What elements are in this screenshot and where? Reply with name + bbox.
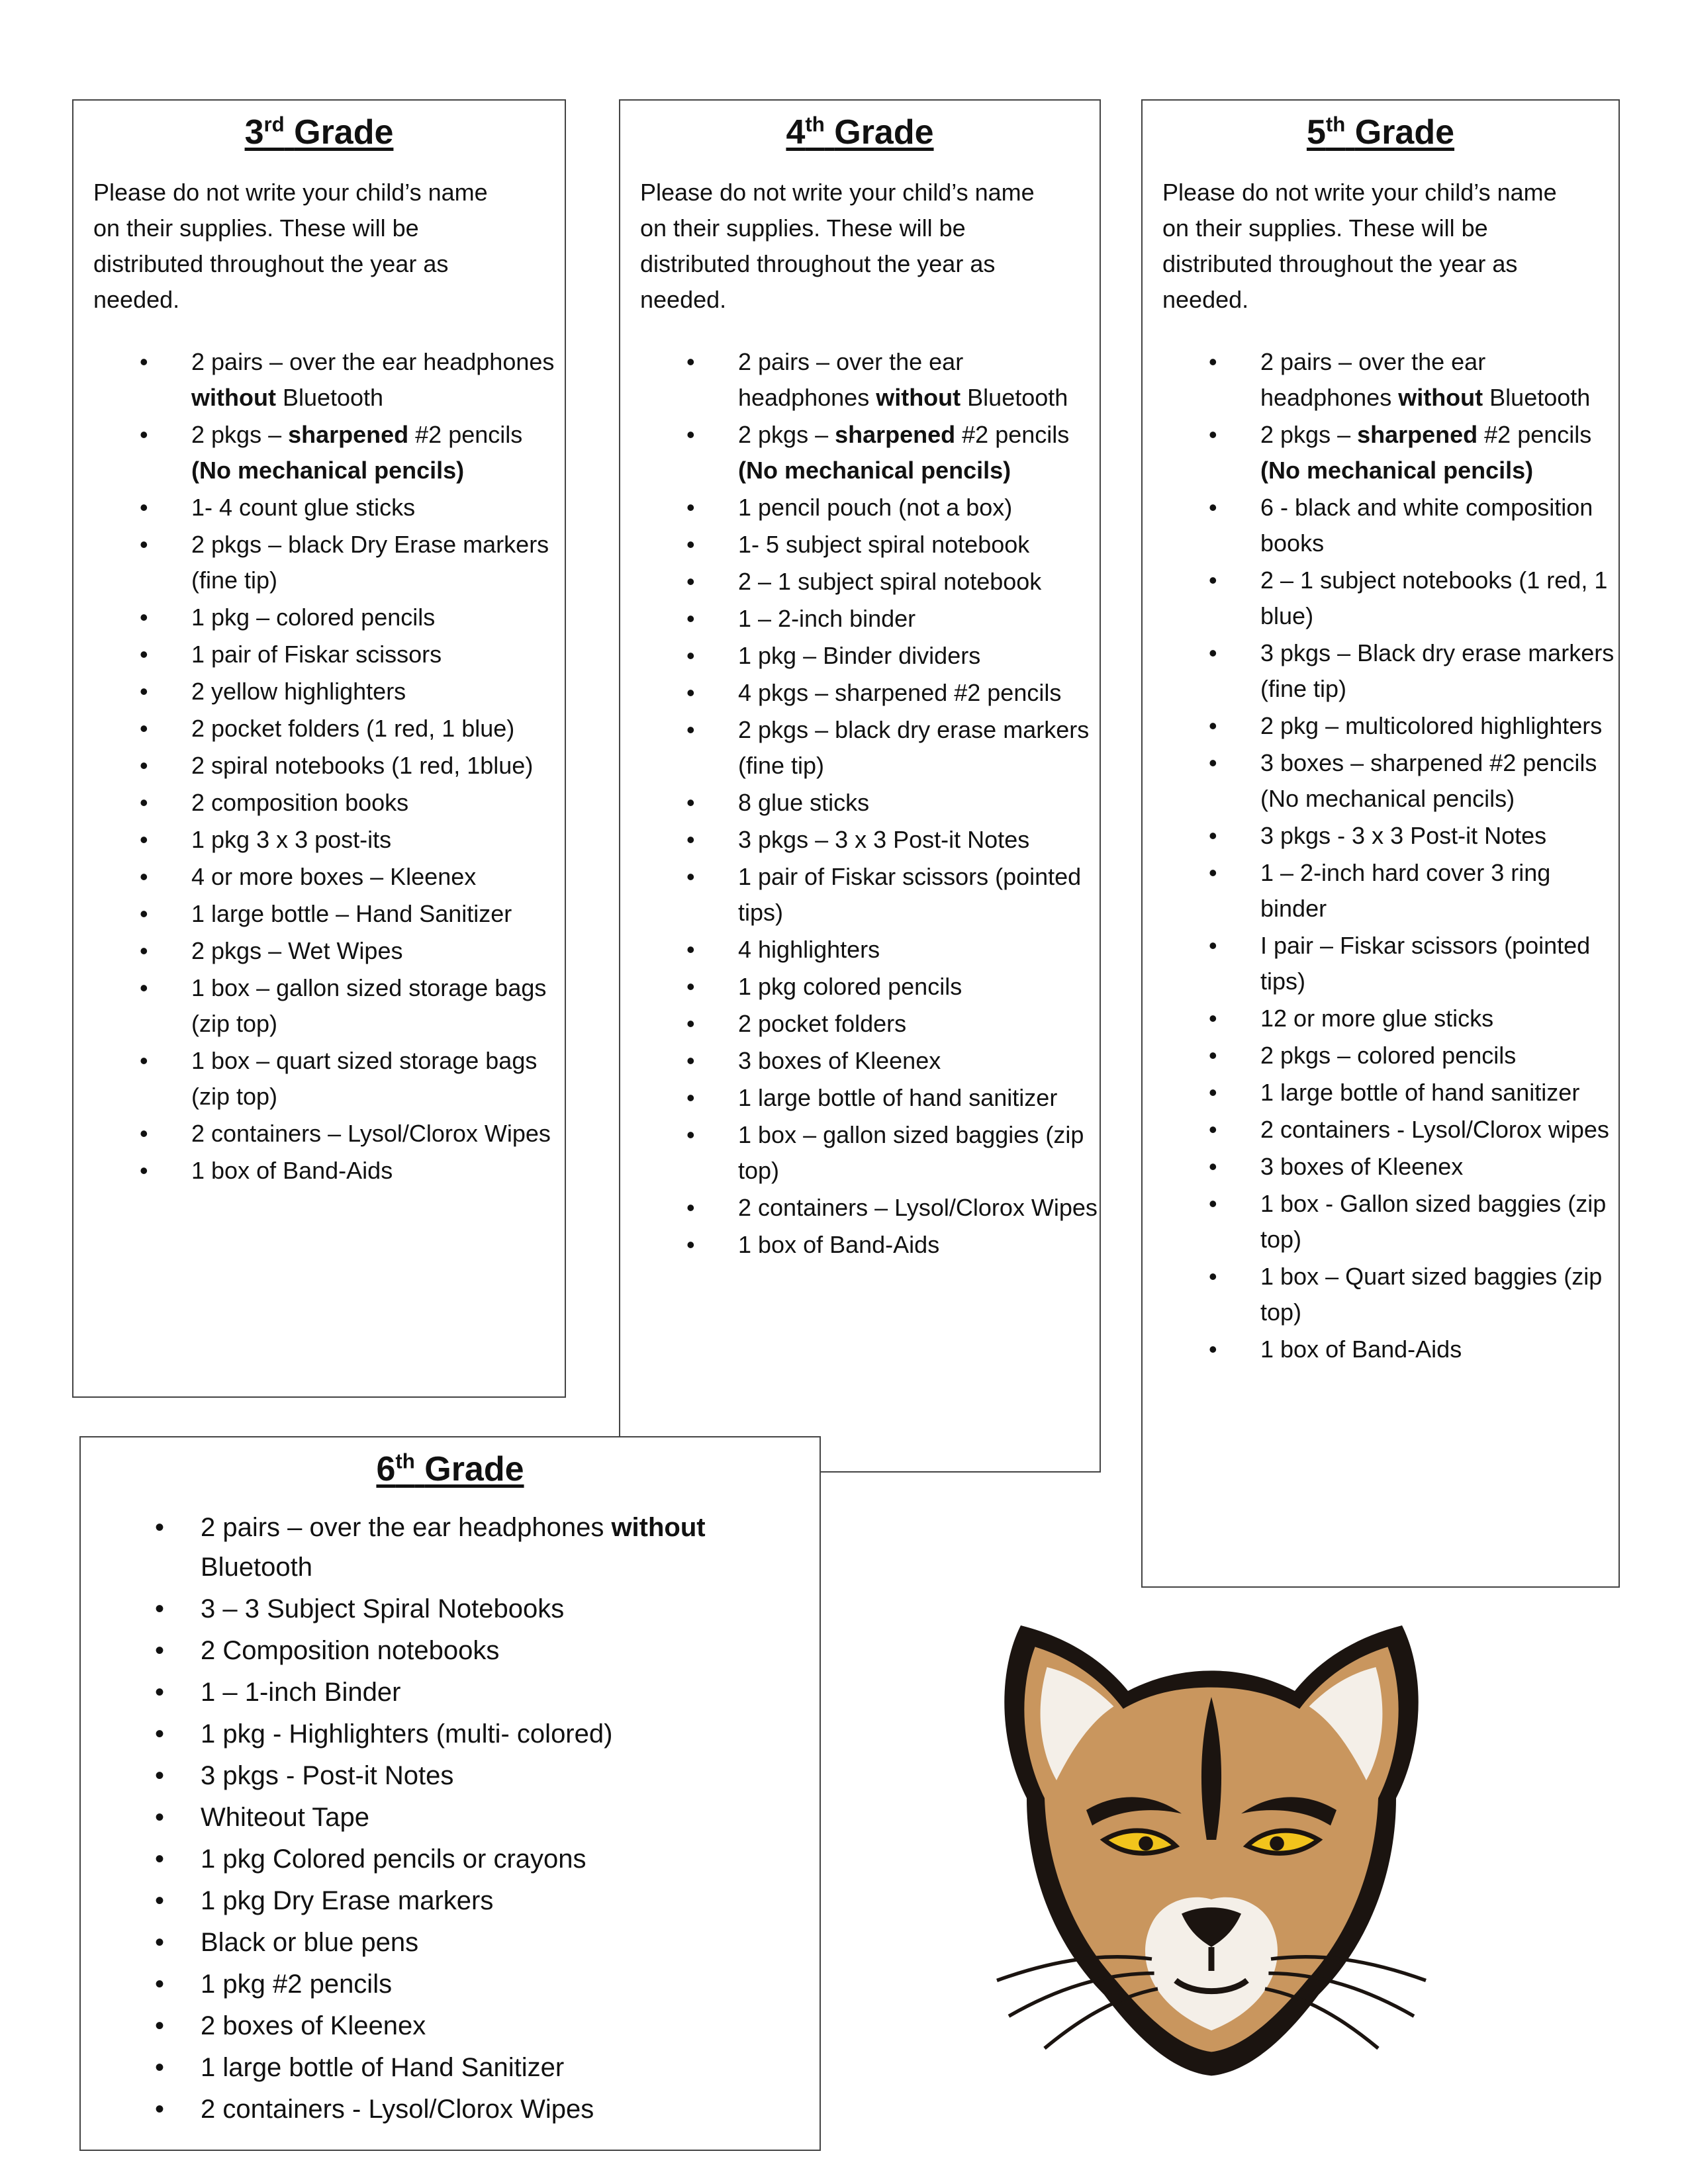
supply-item: • 2 containers – Lysol/Clorox Wipes <box>620 1190 1100 1226</box>
supply-item: • I pair – Fiskar scissors (pointed tips) <box>1143 928 1618 999</box>
supply-item: • 2 pkgs – sharpened #2 pencils (No mechanical pencils) <box>620 417 1100 488</box>
supply-item: • 1 large bottle of hand sanitizer <box>620 1080 1100 1116</box>
supply-item: • 4 pkgs – sharpened #2 pencils <box>620 675 1100 711</box>
grade-6-supply-list <box>81 1508 820 2129</box>
supply-item: • 1 box – gallon sized storage bags (zip top) <box>73 970 565 1042</box>
supply-item: • 1 pair of Fiskar scissors (pointed tips) <box>620 859 1100 931</box>
supply-item: • 1 – 1-inch Binder <box>81 1672 820 1712</box>
supply-item: • 2 yellow highlighters <box>73 674 565 709</box>
cougar-head-icon <box>973 1602 1450 2078</box>
supply-item: • 2 spiral notebooks (1 red, 1blue) <box>73 748 565 784</box>
supply-item: • 4 or more boxes – Kleenex <box>73 859 565 895</box>
supply-item: • 2 Composition notebooks <box>81 1631 820 1670</box>
grade-3-title: 3rd Grade <box>244 113 394 152</box>
supply-item: • 2 pairs – over the ear headphones without Bluetooth <box>81 1508 820 1587</box>
supply-item: • 1 pkg Colored pencils or crayons <box>81 1839 820 1879</box>
supply-item: • 1 box – gallon sized baggies (zip top) <box>620 1117 1100 1189</box>
supply-item: • 1 pkg Dry Erase markers <box>81 1881 820 1921</box>
supply-item: • 4 highlighters <box>620 932 1100 968</box>
supply-item: • 1 large bottle – Hand Sanitizer <box>73 896 565 932</box>
supply-item: • 1 pkg – Binder dividers <box>620 638 1100 674</box>
supply-item: • 1 pkg 3 x 3 post-its <box>73 822 565 858</box>
supply-item: • 3 pkgs - Post-it Notes <box>81 1756 820 1796</box>
supply-item: • 2 – 1 subject spiral notebook <box>620 564 1100 600</box>
supply-item: • 2 pocket folders (1 red, 1 blue) <box>73 711 565 747</box>
supply-item: • 2 pkgs – black dry erase markers (fine tip) <box>620 712 1100 784</box>
supply-item: • 1 box of Band-Aids <box>73 1153 565 1189</box>
grade-5-supply-list <box>1143 344 1618 1367</box>
supply-item: • 3 pkgs – Black dry erase markers (fine tip) <box>1143 635 1618 707</box>
supply-item: • 2 – 1 subject notebooks (1 red, 1 blue) <box>1143 563 1618 634</box>
supply-item: • 1 large bottle of hand sanitizer <box>1143 1075 1618 1111</box>
supply-item: • 12 or more glue sticks <box>1143 1001 1618 1036</box>
supply-item: • 2 containers - Lysol/Clorox Wipes <box>81 2089 820 2129</box>
supply-item: • 2 boxes of Kleenex <box>81 2006 820 2046</box>
grade-3-box <box>72 99 566 1398</box>
grade-4-box <box>619 99 1101 1473</box>
grade-4-supply-list <box>620 344 1100 1263</box>
supply-item: • 2 pkg – multicolored highlighters <box>1143 708 1618 744</box>
cougar-pupil-left <box>1139 1837 1153 1851</box>
supply-item: • 3 pkgs – 3 x 3 Post-it Notes <box>620 822 1100 858</box>
grade-6-title: 6th Grade <box>376 1449 524 1488</box>
supply-item: • 2 composition books <box>73 785 565 821</box>
grade-4-title: 4th Grade <box>786 113 934 152</box>
supply-item: • 1 pkg colored pencils <box>620 969 1100 1005</box>
supply-item: • Whiteout Tape <box>81 1797 820 1837</box>
supply-item: • 1 pkg – colored pencils <box>73 600 565 635</box>
supply-item: • 8 glue sticks <box>620 785 1100 821</box>
supply-item: • 2 pkgs – colored pencils <box>1143 1038 1618 1073</box>
grade-5-intro: Please do not write your child’s name on their supplies. These will be distributed throughout the year as needed. <box>1162 179 1557 313</box>
supply-item: • 1 – 2-inch hard cover 3 ring binder <box>1143 855 1618 927</box>
supply-item: • 1- 5 subject spiral notebook <box>620 527 1100 563</box>
supply-item: • 2 pkgs – sharpened #2 pencils (No mechanical pencils) <box>1143 417 1618 488</box>
supply-item: • 1 pkg - Highlighters (multi- colored) <box>81 1714 820 1754</box>
supply-item: • 2 pkgs – sharpened #2 pencils (No mechanical pencils) <box>73 417 565 488</box>
grade-6-box <box>79 1436 821 2151</box>
supply-item: • 6 - black and white composition books <box>1143 490 1618 561</box>
supply-item: • 1 pencil pouch (not a box) <box>620 490 1100 525</box>
supply-item: • 2 pkgs – black Dry Erase markers (fine tip) <box>73 527 565 598</box>
supply-item: • 1 box – quart sized storage bags (zip top) <box>73 1043 565 1115</box>
supply-item: • 3 pkgs - 3 x 3 Post-it Notes <box>1143 818 1618 854</box>
supply-item: • 3 boxes of Kleenex <box>620 1043 1100 1079</box>
grade-5-title: 5th Grade <box>1306 113 1455 152</box>
supply-item: • 3 boxes – sharpened #2 pencils (No mechanical pencils) <box>1143 745 1618 817</box>
supply-item: • 1 pair of Fiskar scissors <box>73 637 565 672</box>
grade-4-intro: Please do not write your child’s name on their supplies. These will be distributed throughout the year as needed. <box>640 179 1035 313</box>
supply-item: • 1 box - Gallon sized baggies (zip top) <box>1143 1186 1618 1257</box>
supply-item: • 1 large bottle of Hand Sanitizer <box>81 2048 820 2087</box>
supply-item: • 1 box – Quart sized baggies (zip top) <box>1143 1259 1618 1330</box>
supply-item: • 2 pairs – over the ear headphones without Bluetooth <box>1143 344 1618 416</box>
supply-item: • 2 containers - Lysol/Clorox wipes <box>1143 1112 1618 1148</box>
grade-3-intro: Please do not write your child’s name on their supplies. These will be distributed throughout the year as needed. <box>93 179 488 313</box>
supply-item: • 1 box of Band-Aids <box>1143 1332 1618 1367</box>
supply-item: • 2 pairs – over the ear headphones without Bluetooth <box>73 344 565 416</box>
supply-item: • 1- 4 count glue sticks <box>73 490 565 525</box>
supply-item: • 1 – 2-inch binder <box>620 601 1100 637</box>
grade-3-supply-list <box>73 344 565 1189</box>
supply-item: • 3 – 3 Subject Spiral Notebooks <box>81 1589 820 1629</box>
cougar-pupil-right <box>1270 1837 1284 1851</box>
supply-item: • 3 boxes of Kleenex <box>1143 1149 1618 1185</box>
supply-item: • 1 box of Band-Aids <box>620 1227 1100 1263</box>
supply-item: • 2 containers – Lysol/Clorox Wipes <box>73 1116 565 1152</box>
supply-item: • Black or blue pens <box>81 1923 820 1962</box>
supply-item: • 2 pairs – over the ear headphones without Bluetooth <box>620 344 1100 416</box>
supply-item: • 1 pkg #2 pencils <box>81 1964 820 2004</box>
supply-item: • 2 pocket folders <box>620 1006 1100 1042</box>
grade-5-box <box>1141 99 1620 1588</box>
supply-item: • 2 pkgs – Wet Wipes <box>73 933 565 969</box>
